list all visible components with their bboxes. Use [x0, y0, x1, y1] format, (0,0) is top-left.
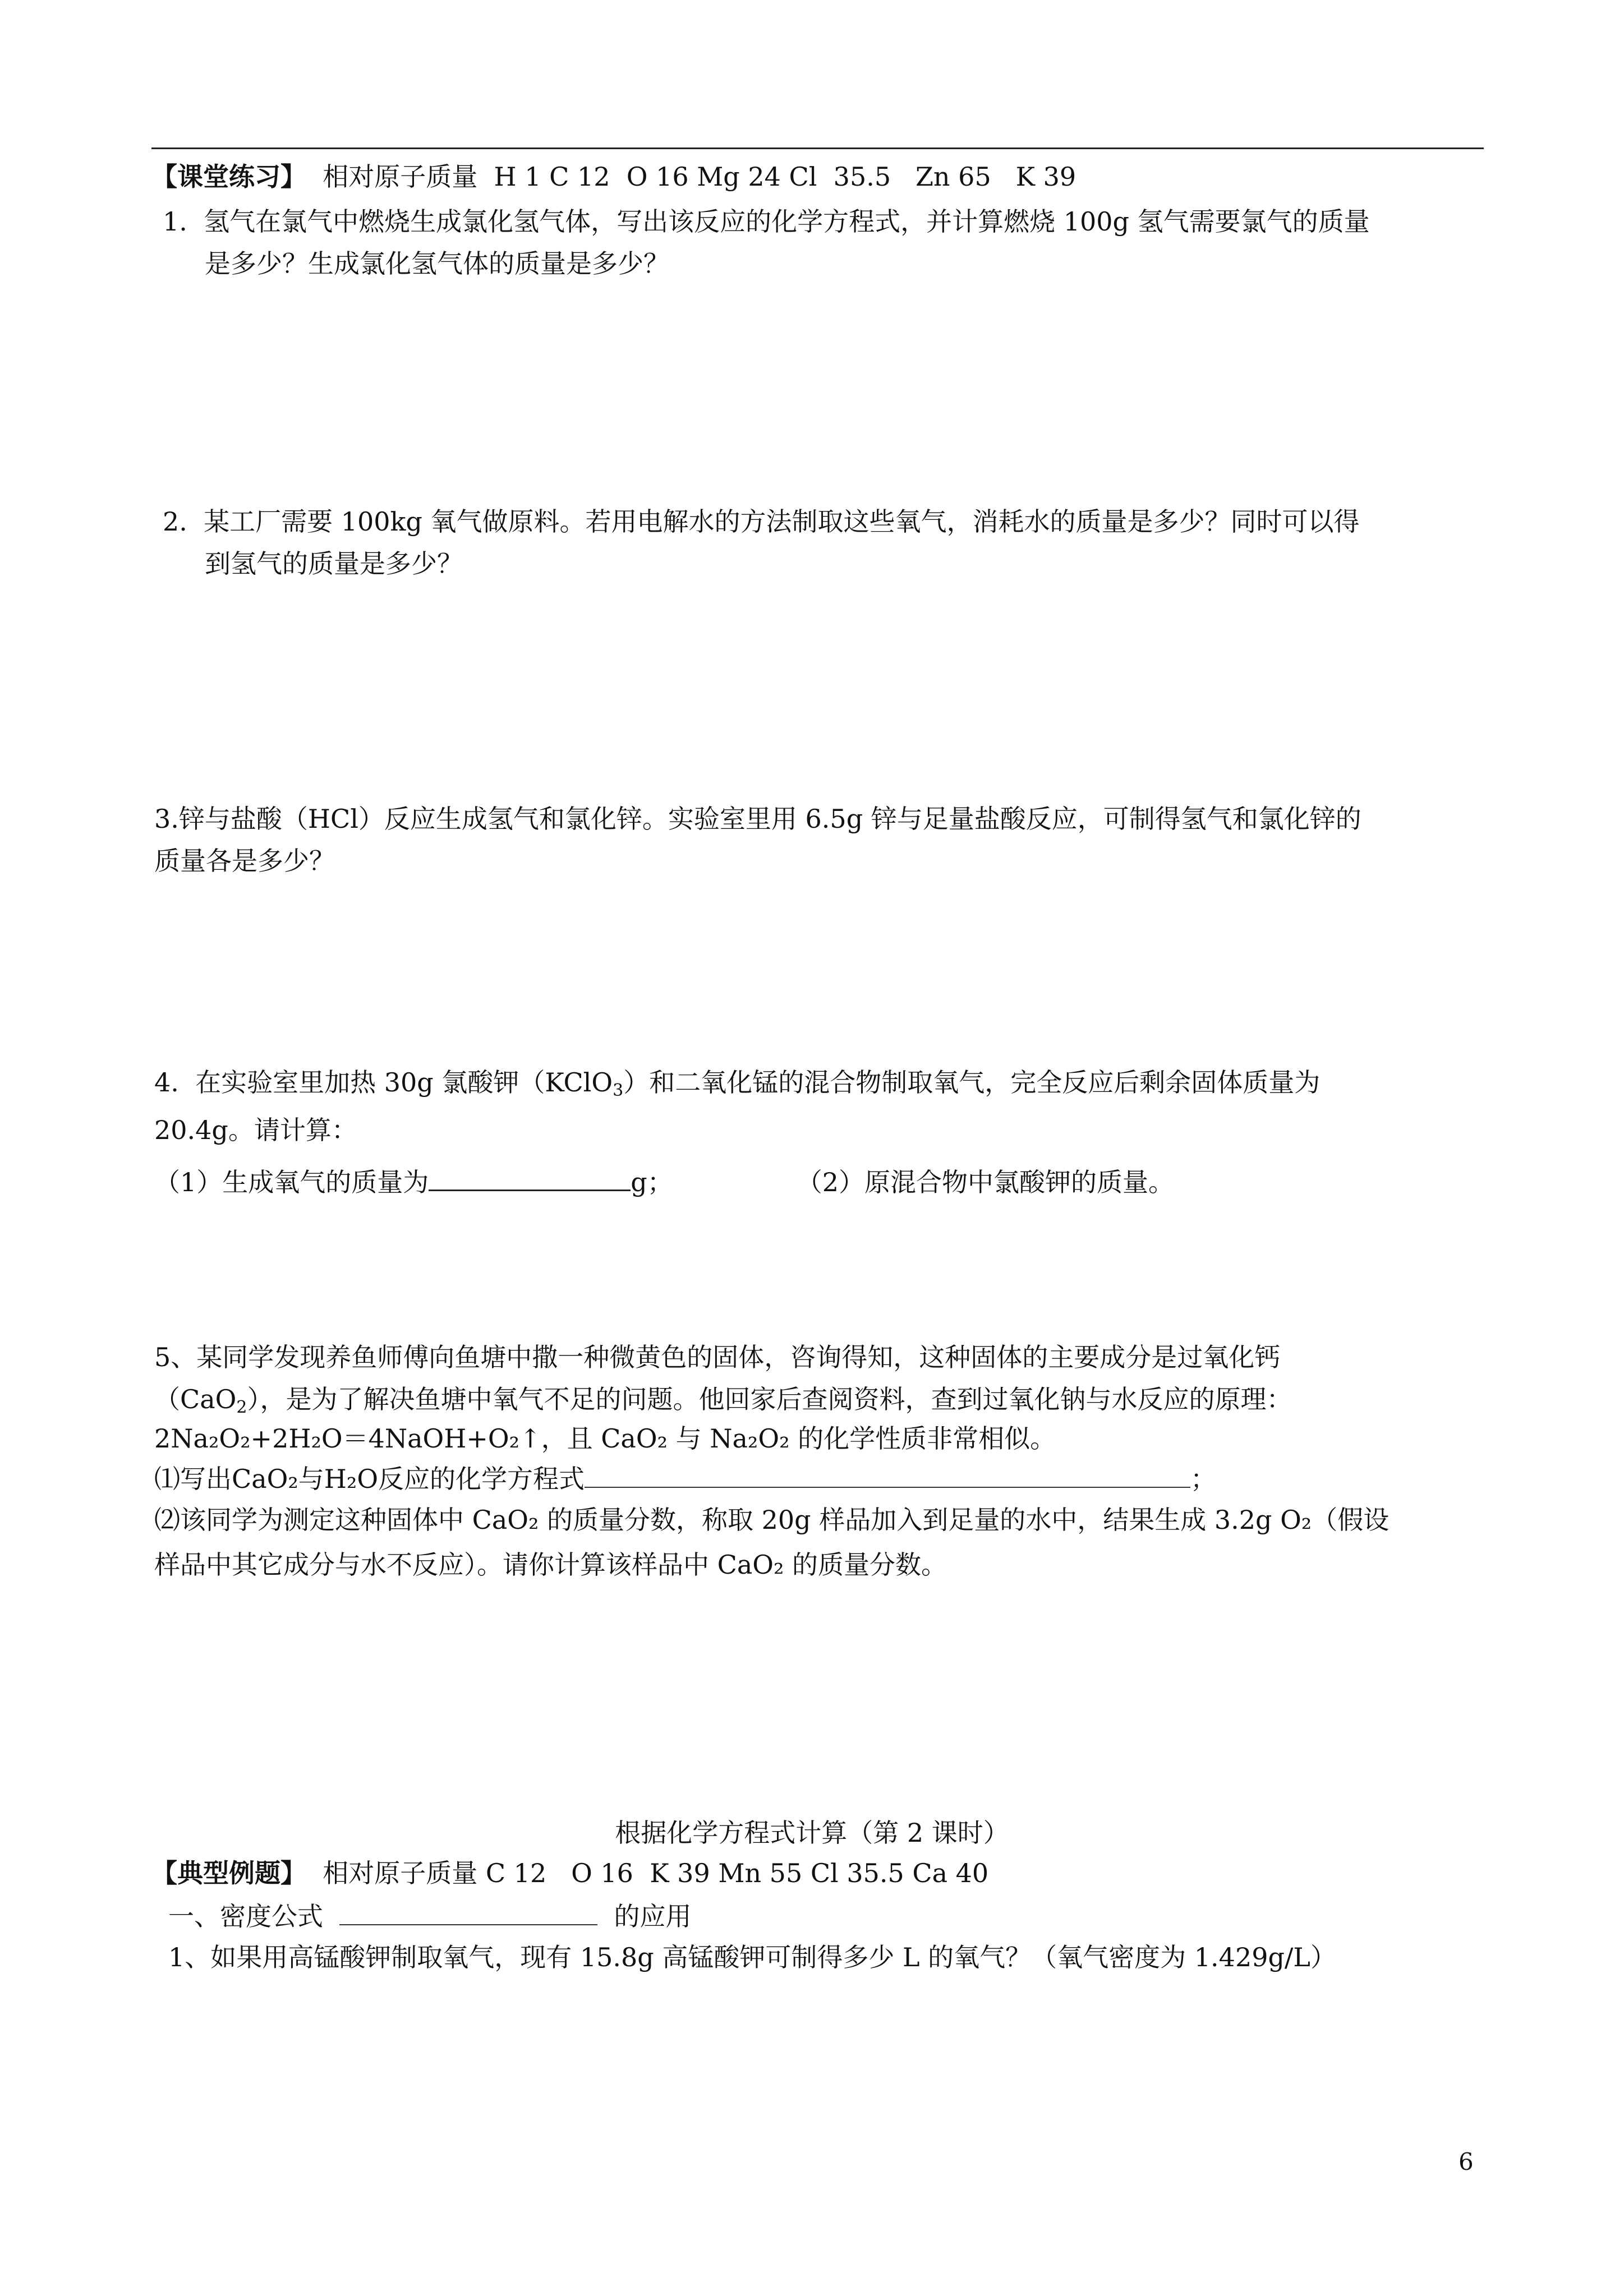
density-formula-line: 一、密度公式 的应用 [168, 1898, 692, 1933]
question-2-line-1: 2. 某工厂需要 100kg 氧气做原料。若用电解水的方法制取这些氧气，消耗水的质量是多少？同时可以得 [163, 506, 1360, 537]
question-4-line-2: 20.4g。请计算： [154, 1115, 357, 1145]
question-2-line-2: 到氢气的质量是多少？ [205, 548, 463, 579]
section-title: 根据化学方程式计算（第 2 课时） [615, 1818, 1009, 1848]
question-4-part-1: （1）生成氧气的质量为 [154, 1167, 429, 1197]
example-1: 1、如果用高锰酸钾制取氧气，现有 15.8g 高锰酸钾可制得多少 L 的氧气？（氧气密度为 1.429g/L） [168, 1942, 1336, 1972]
question-3-line-1: 3.锌与盐酸（HCl）反应生成氢气和氯化锌。实验室里用 6.5g 锌与足量盐酸反应，可制得氢气和氯化锌的 [154, 804, 1361, 834]
header-label: 【课堂练习】 [151, 162, 306, 192]
section-2-masses: 相对原子质量 C 12 O 16 K 39 Mn 55 Cl 35.5 Ca 40 [306, 1858, 989, 1888]
question-5-part-2-line-1: ⑵该同学为测定这种固体中 CaO₂ 的质量分数，称取 20g 样品加入到足量的水中，结果生成 3.2g O₂（假设 [154, 1505, 1390, 1535]
question-3-line-2: 质量各是多少？ [154, 846, 335, 876]
question-4-line-1: 4. 在实验室里加热 30g 氯酸钾（KClO$_3$）和二氧化锰的混合物制取氧气，完全反应后剩余固体质量为 [154, 1067, 1321, 1100]
question-4-part-2: （2）原混合物中氯酸钾的质量。 [796, 1167, 1175, 1197]
question-1-line-1: 1. 氢气在氯气中燃烧生成氯化氢气体，写出该反应的化学方程式，并计算燃烧 100g 氢气需要氯气的质量 [163, 206, 1370, 237]
question-4-parts: （1）生成氧气的质量为 g； （2）原混合物中氯酸钾的质量。 [154, 1164, 1174, 1199]
density-formula-blank[interactable] [339, 1898, 597, 1925]
oxygen-mass-blank[interactable] [429, 1164, 631, 1191]
atomic-masses: 相对原子质量 H 1 C 12 O 16 Mg 24 Cl 35.5 Zn 65 K 39 [323, 162, 1076, 192]
question-5-line-3: 2Na₂O₂+2H₂O＝4NaOH+O₂↑，且 CaO₂ 与 Na₂O₂ 的化学性质非常相似。 [154, 1423, 1056, 1454]
question-1-line-2: 是多少？生成氯化氢气体的质量是多少？ [205, 248, 669, 279]
equation-blank[interactable] [585, 1461, 1190, 1488]
question-5-line-2: （CaO$_2$），是为了解决鱼塘中氧气不足的问题。他回家后查阅资料，查到过氧化钠与水反应的原理： [154, 1384, 1292, 1417]
header-rule [151, 147, 1484, 149]
question-5-part-2-line-2: 样品中其它成分与水不反应）。请你计算该样品中 CaO₂ 的质量分数。 [154, 1550, 947, 1580]
question-5-part-1: ⑴写出CaO₂与H₂O反应的化学方程式 ； [154, 1461, 1216, 1496]
header-line [151, 160, 1076, 193]
page-number: 6 [1459, 2148, 1474, 2175]
section-2-label: 【典型例题】 [151, 1858, 306, 1888]
section-2-header [151, 1856, 988, 1890]
question-5-line-1: 5、某同学发现养鱼师傅向鱼塘中撒一种微黄色的固体，咨询得知，这种固体的主要成分是过氧化钙 [154, 1342, 1281, 1372]
